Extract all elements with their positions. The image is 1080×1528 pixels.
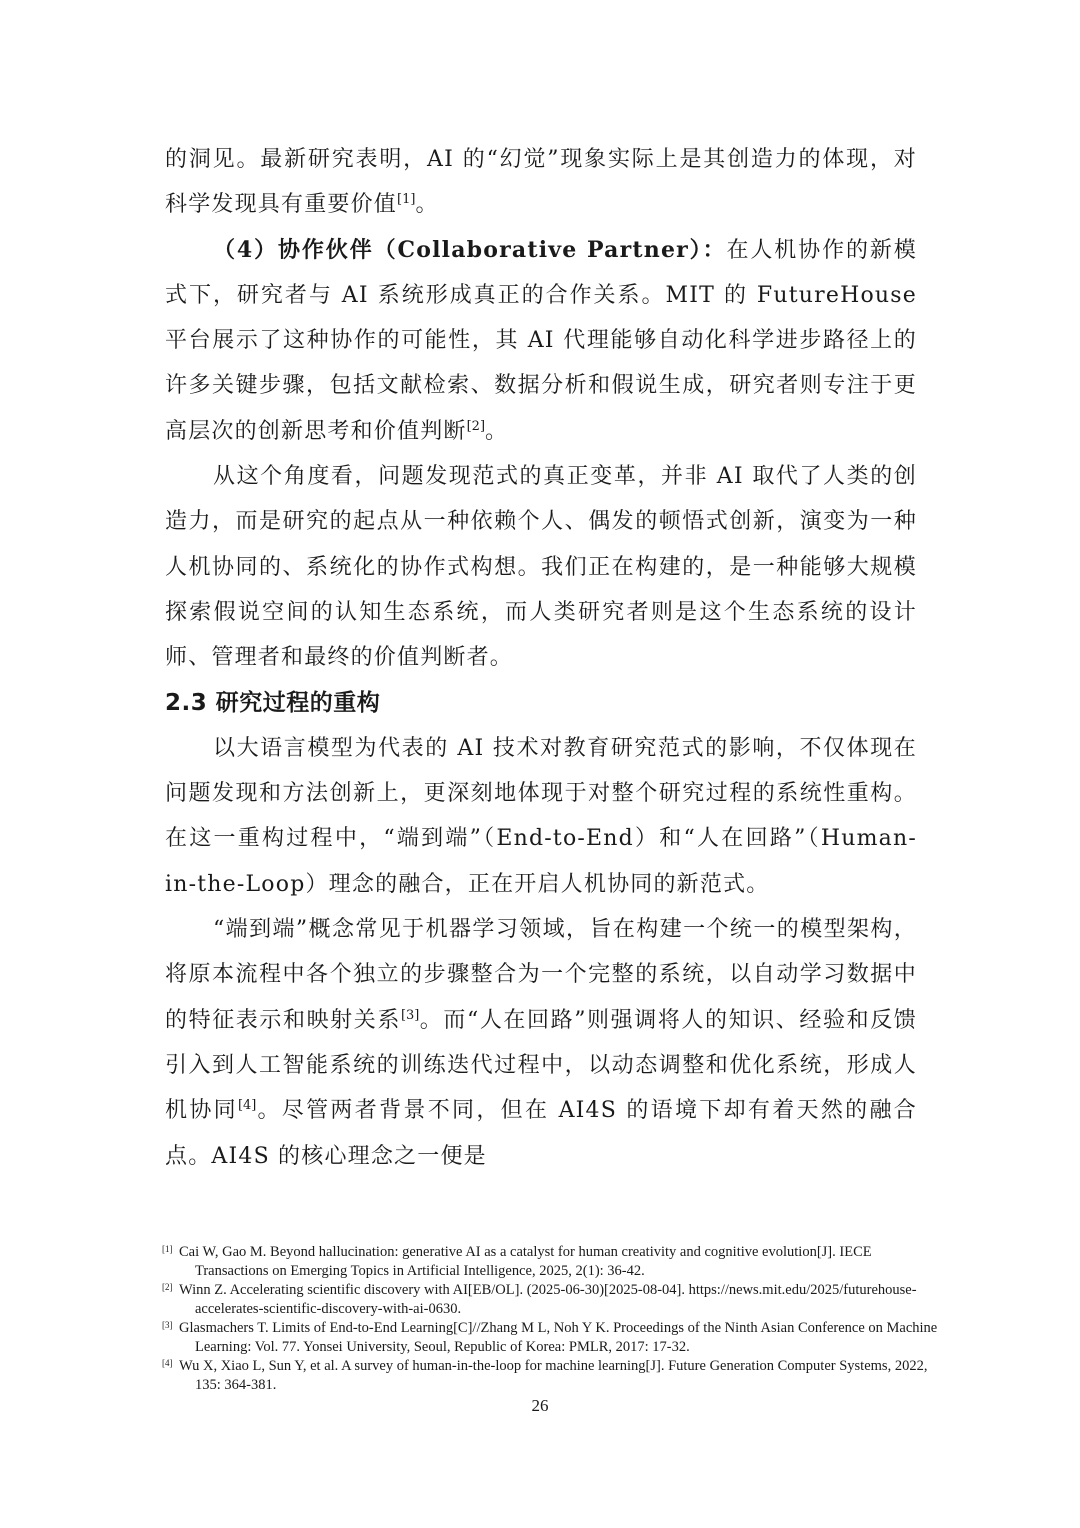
paragraph-continuation bbox=[165, 137, 917, 228]
paragraph-text: “端到端”概念常见于机器学习领域，旨在构建一个统一的模型架构，将原本流程中各个独立的步骤整合为一个完整的系统，以自动学习数据中的特征表示和映射关系 bbox=[165, 917, 917, 1033]
citation-ref-4[interactable]: [4] bbox=[237, 1098, 257, 1114]
paragraph-end-to-end bbox=[165, 907, 917, 1179]
footnote-mark: [2] bbox=[162, 1282, 173, 1292]
footnote-text: Cai W, Gao M. Beyond hallucination: generative AI as a catalyst for human creativity and cognitive evolution[J]. IECE Transactions on Emerging Topics in Artificial Intelligence, 2025, 2(1): 36-42. bbox=[179, 1244, 872, 1279]
paragraph-text: 从这个角度看，问题发现范式的真正变革，并非 AI 取代了人类的创造力，而是研究的起点从一种依赖个人、偶发的顿悟式创新，演变为一种人机协同的、系统化的协作式构想。我们正在构建的，是一种能够大规模探索假说空间的认知生态系统，而人类研究者则是这个生态系统的设计师、管理者和最终的价值判断者。 bbox=[165, 464, 917, 671]
paragraph-collaborative-partner bbox=[165, 228, 917, 454]
footnote-2 bbox=[162, 1281, 942, 1319]
citation-ref-1[interactable]: [1] bbox=[397, 192, 416, 208]
footnote-3 bbox=[162, 1319, 942, 1357]
paragraph-text: 的洞见。最新研究表明，AI 的“幻觉”现象实际上是其创造力的体现，对科学发现具有重要价值 bbox=[165, 147, 917, 218]
section-heading: 2.3 研究过程的重构 bbox=[165, 689, 381, 716]
footnote-text: Glasmachers T. Limits of End-to-End Learning[C]//Zhang M L, Noh Y K. Proceedings of the Ninth Asian Conference on Machine Learning: Vol. 77. Yonsei University, Seoul, Republic of Korea: PMLR, 2017: 17-32. bbox=[179, 1320, 938, 1355]
paragraph-text: 在人机协作的新模式下，研究者与 AI 系统形成真正的合作关系。MIT 的 FutureHouse 平台展示了这种协作的可能性，其 AI 代理能够自动化科学进步路径上的许多关键步骤，包括文献检索、数据分析和假说生成，研究者则专注于更高层次的创新思考和价值判断 bbox=[165, 237, 917, 444]
footnote-text: Wu X, Xiao L, Sun Y, et al. A survey of human-in-the-loop for machine learning[J]. Future Generation Computer Systems, 2022, 135: 364-381. bbox=[179, 1358, 928, 1393]
footnote-1 bbox=[162, 1243, 942, 1281]
footnote-mark: [1] bbox=[162, 1244, 173, 1254]
paragraph-lead-heading: （4）协作伙伴（Collaborative Partner）： bbox=[213, 236, 727, 263]
paragraph-end: 。 bbox=[485, 418, 509, 444]
footnote-text[interactable]: Winn Z. Accelerating scientific discovery with AI[EB/OL]. (2025-06-30)[2025-08-04]. https://news.mit.edu/2025/futurehouse-accelerates-scientific-discovery-with-ai-0630. bbox=[179, 1282, 917, 1317]
paragraph-intro-restructure bbox=[165, 726, 917, 907]
citation-ref-2[interactable]: [2] bbox=[466, 418, 486, 434]
paragraph-text: 以大语言模型为代表的 AI 技术对教育研究范式的影响，不仅体现在问题发现和方法创新上，更深刻地体现于对整个研究过程的系统性重构。在这一重构过程中，“端到端”（End-to-End）和“人在回路”（Human-in-the-Loop）理念的融合，正在开启人机协同的新范式。 bbox=[165, 735, 917, 897]
paragraph-text: 。尽管两者背景不同，但在 AI4S 的语境下却有着天然的融合点。AI4S 的核心理念之一便是 bbox=[165, 1098, 917, 1169]
citation-ref-3[interactable]: [3] bbox=[400, 1007, 420, 1023]
footnote-mark: [4] bbox=[162, 1358, 173, 1368]
paragraph-end: 。 bbox=[415, 192, 439, 218]
paragraph-perspective bbox=[165, 454, 917, 680]
footnote-mark: [3] bbox=[162, 1320, 173, 1330]
body-text bbox=[165, 137, 917, 1179]
footnote-4 bbox=[162, 1357, 942, 1395]
page-number: 26 bbox=[531, 1396, 549, 1415]
paragraph-text: 。而“人在回路”则强调将人的知识、经验和反馈引入到人工智能系统的训练迭代过程中，以动态调整和优化系统，形成人机协同 bbox=[165, 1007, 917, 1124]
footnotes bbox=[162, 1243, 942, 1395]
